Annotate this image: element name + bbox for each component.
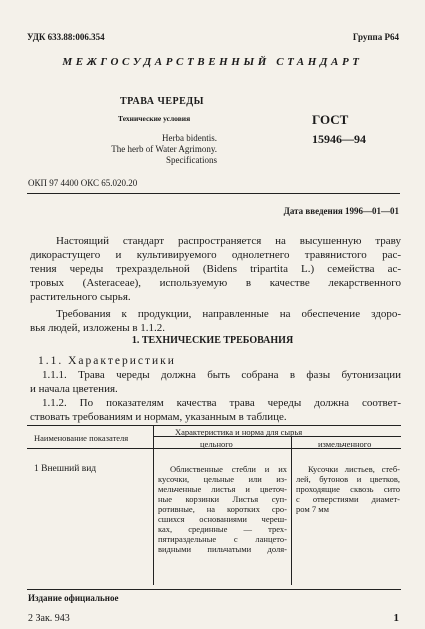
clause-line: 1.1.1. Трава череды должна быть собрана в фазы бутонизации <box>42 369 401 381</box>
intro-line: растительного сырья. <box>30 291 131 303</box>
cell-line: ках, срединные — трех- <box>158 524 287 534</box>
page-number: 1 <box>393 612 399 624</box>
subsection-heading: 1.1. Характеристики <box>38 355 176 367</box>
clause-1-1-1 <box>30 368 401 396</box>
official-edition: Издание официальное <box>28 593 119 603</box>
clause-1-1-2 <box>30 396 401 424</box>
cell-line: пятираздельные с ланцето- <box>158 534 287 544</box>
table-divider <box>153 425 154 585</box>
cell-line: Облиственные стебли и их <box>170 464 287 474</box>
clause-line: ствовать требованиям и нормам, указанным в таблице. <box>30 411 287 423</box>
col-header-indicator: Наименование показателя <box>34 433 129 443</box>
cell-line: видными пильчатыми доля- <box>158 544 287 554</box>
cell-line: проходящие сквозь сито <box>296 484 400 494</box>
requirements-paragraph <box>30 307 401 335</box>
gost-number: 15946—94 <box>312 132 366 146</box>
cell-line: с отверстиями диамет- <box>296 494 400 504</box>
udk-code: УДК 633.88:006.354 <box>27 32 105 42</box>
row-whole-cell <box>158 464 287 554</box>
table-top-rule <box>27 425 401 426</box>
document-subtitle: Технические условия <box>118 114 191 123</box>
cell-line: лей, бутонов и цветков, <box>296 474 400 484</box>
col-header-group: Характеристика и норма для сырья <box>175 427 303 437</box>
standard-banner: МЕЖГОСУДАРСТВЕННЫЙ СТАНДАРТ <box>62 56 363 68</box>
cell-line: кусочки, цельные или из- <box>158 474 287 484</box>
section-heading: 1. ТЕХНИЧЕСКИЕ ТРЕБОВАНИЯ <box>131 335 294 346</box>
cell-line: мельченные листья и цветоч- <box>158 484 287 494</box>
col-header-crushed: измельченного <box>318 439 372 449</box>
intro-line: тения череды трехраздельной (Bidens tripartita L.) семейства ас- <box>30 263 401 275</box>
table-divider <box>291 436 292 585</box>
document-title: ТРАВА ЧЕРЕДЫ <box>120 96 204 107</box>
footer-rule <box>27 589 401 590</box>
latin-title: Herba bidentis. <box>162 133 217 143</box>
intro-line: Настоящий стандарт распространяется на высушенную траву <box>56 235 401 247</box>
clause-line: 1.1.2. По показателям качества трава череды должна соответ- <box>42 397 401 409</box>
group-code: Группа Р64 <box>352 32 399 42</box>
row-crushed-cell <box>296 464 400 514</box>
requirements-line: вья людей, изложены в 1.1.2. <box>30 322 166 334</box>
header-rule <box>27 193 400 194</box>
english-title: The herb of Water Agrimony. <box>111 144 217 154</box>
intro-line: тровых (Asteraceae), используемую в качестве лекарственного <box>30 277 401 289</box>
requirements-line: Требования к продукции, направленные на обеспечение здоро- <box>56 308 401 320</box>
cell-line: ротивные, на коротких сро- <box>158 504 287 514</box>
cell-line: ром 7 мм <box>296 504 329 514</box>
intro-date: Дата введения 1996—01—01 <box>283 206 399 216</box>
col-header-whole: цельного <box>200 439 233 449</box>
order-number: 2 Зак. 943 <box>28 613 70 624</box>
row-indicator: 1 Внешний вид <box>34 464 97 474</box>
english-subtitle: Specifications <box>166 155 217 165</box>
gost-label: ГОСТ <box>312 112 349 127</box>
intro-paragraph <box>30 234 401 304</box>
cell-line: сшихся основаниями череш- <box>158 514 287 524</box>
classification-codes: ОКП 97 4400 ОКС 65.020.20 <box>28 178 138 188</box>
cell-line: Кусочки листьев, стеб- <box>308 464 400 474</box>
intro-line: дикорастущего и культивируемого однолетнего травянистого рас- <box>30 249 401 261</box>
clause-line: и начала цветения. <box>30 383 118 395</box>
cell-line: ные корзинки Листья суп- <box>158 494 287 504</box>
